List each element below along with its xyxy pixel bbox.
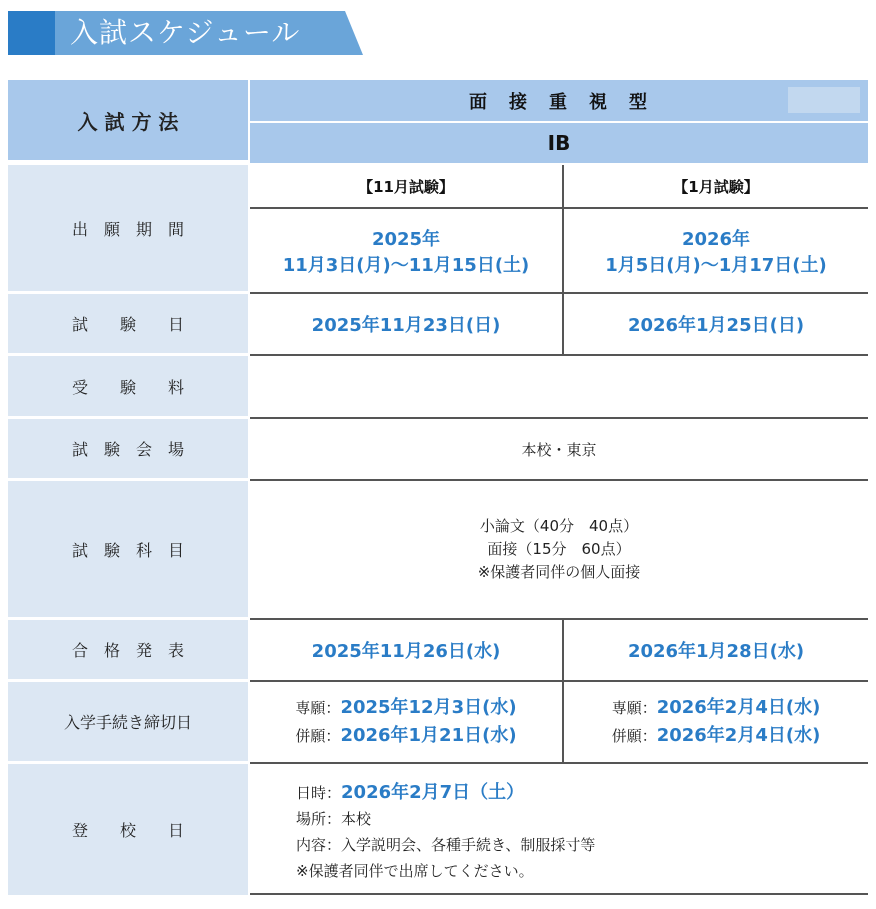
jan-exam-header: 【1月試験】 <box>673 177 759 196</box>
fee-content <box>250 356 868 419</box>
header-box <box>788 87 860 113</box>
jan-enrollment-deadlines <box>564 682 868 762</box>
nov-heigan-date: 2026年1月21日(水) <box>340 725 517 746</box>
fee-row <box>8 356 868 419</box>
method-name: 面 接 重 視 型 <box>469 91 649 113</box>
school-day-details <box>296 780 595 884</box>
venue-value: 本校・東京 <box>521 440 597 459</box>
nov-application-period <box>250 209 564 292</box>
exam-date-label: 試 験 日 <box>8 294 248 356</box>
enrollment-deadline-label: 入学手続き締切日 <box>8 682 248 764</box>
subject-essay: 小論文（40分 40点） <box>479 517 639 535</box>
jan-sengan-deadline <box>612 694 821 722</box>
section-title: 入試スケジュール <box>70 16 301 49</box>
nov-sengan-prefix: 専願： <box>295 699 341 717</box>
jan-application-year: 2026年 <box>681 228 751 250</box>
fee-label: 受 験 料 <box>8 356 248 419</box>
nov-sengan-date: 2025年12月3日(水) <box>340 697 517 718</box>
nov-application-range: 11月3日(月)～11月15日(土) <box>282 254 530 276</box>
school-day-row <box>8 764 868 895</box>
nov-application-year: 2025年 <box>371 228 441 250</box>
jan-heigan-deadline <box>612 722 821 750</box>
application-period-dates <box>250 209 868 292</box>
school-day-note: ※保護者同伴で出席してください。 <box>296 862 534 880</box>
school-day-datetime <box>296 780 595 806</box>
school-day-label: 登 校 日 <box>8 764 248 895</box>
nov-heigan-prefix: 併願： <box>295 727 341 745</box>
school-day-datetime-value: 2026年2月7日（土） <box>341 782 525 803</box>
school-day-content-text: 内容：入学説明会、各種手続き、制服採寸等 <box>296 836 596 854</box>
venue-row <box>8 419 868 481</box>
method-sub: IB <box>547 131 571 155</box>
jan-application-range: 1月5日(月)～1月17日(土) <box>605 254 827 276</box>
section-title-banner <box>8 11 363 55</box>
method-row <box>8 80 868 163</box>
method-sub-band <box>250 123 868 163</box>
enrollment-deadline-row <box>8 682 868 764</box>
subjects-label: 試 験 科 目 <box>8 481 248 620</box>
school-day-datetime-prefix: 日時： <box>296 784 342 802</box>
nov-exam-header: 【11月試験】 <box>250 165 564 207</box>
method-name-band <box>250 80 868 121</box>
venue-content <box>250 419 868 481</box>
subjects-list <box>250 481 868 618</box>
exam-date-row <box>8 294 868 356</box>
subject-note: ※保護者同伴の個人面接 <box>477 563 641 581</box>
jan-announcement-date: 2026年1月28日(水) <box>627 641 805 662</box>
jan-sengan-prefix: 専願： <box>611 699 657 717</box>
application-period-row <box>8 165 868 294</box>
nov-exam-date: 2025年11月23日(日) <box>250 294 564 354</box>
school-day-content <box>250 764 868 895</box>
nov-announcement-date: 2025年11月26日(水) <box>250 620 564 680</box>
nov-enrollment-deadlines <box>250 682 564 762</box>
application-period-label: 出 願 期 間 <box>8 165 248 294</box>
nov-sengan-deadline <box>295 694 516 722</box>
jan-exam-date: 2026年1月25日(日) <box>627 315 805 336</box>
announcement-label: 合 格 発 表 <box>8 620 248 682</box>
application-period-content <box>250 165 868 294</box>
method-label: 入 試 方 法 <box>8 80 248 163</box>
jan-application-period <box>564 209 868 292</box>
announcement-content <box>250 620 868 682</box>
subjects-content <box>250 481 868 620</box>
subject-interview: 面接（15分 60点） <box>487 540 631 558</box>
exam-date-content <box>250 294 868 356</box>
jan-heigan-date: 2026年2月4日(水) <box>656 725 821 746</box>
nov-heigan-deadline <box>295 722 516 750</box>
jan-sengan-date: 2026年2月4日(水) <box>656 697 821 718</box>
announcement-row <box>8 620 868 682</box>
school-day-place: 場所：本校 <box>296 810 372 828</box>
subjects-row <box>8 481 868 620</box>
enrollment-deadline-content <box>250 682 868 764</box>
exam-session-header-row <box>250 165 868 209</box>
jan-heigan-prefix: 併願： <box>611 727 657 745</box>
title-accent-block <box>8 11 55 55</box>
venue-label: 試 験 会 場 <box>8 419 248 481</box>
